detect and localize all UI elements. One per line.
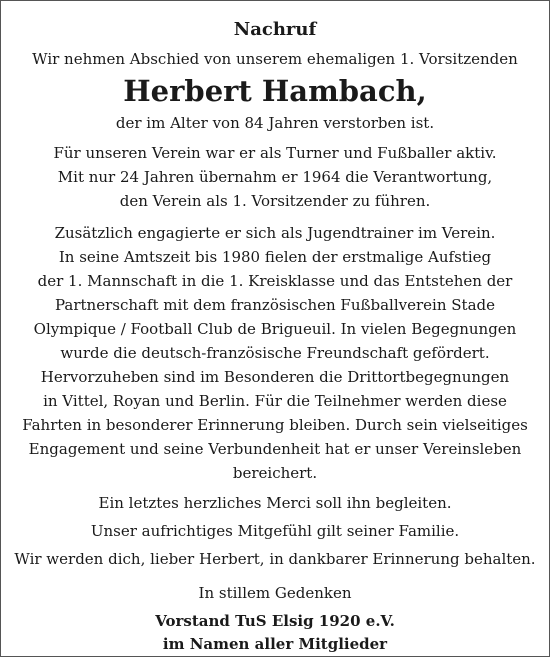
intro-line: Wir nehmen Abschied von unserem ehemaligen 1. Vorsitzenden [32,50,518,68]
signature-line: im Namen aller Mitglieder [162,635,388,653]
text-line: in Vittel, Royan und Berlin. Für die Teilnehmer werden diese [43,392,507,410]
text-line: wurde die deutsch-französische Freundschaft gefördert. [60,344,490,362]
closing-line: In stillem Gedenken [198,584,352,602]
paragraph-activities [1,141,549,213]
text-line: Partnerschaft mit dem französischen Fußballverein Stade [54,296,495,314]
text-line: Olympique / Football Club de Brigueuil. In vielen Begegnungen [33,320,517,338]
age-line: der im Alter von 84 Jahren verstorben ist. [115,114,435,132]
text-line: der 1. Mannschaft in die 1. Kreisklasse und das Entstehen der [37,272,513,290]
notice-heading: Nachruf [233,19,317,40]
paragraph-achievements [1,221,549,485]
memory-line: Wir werden dich, lieber Herbert, in dankbarer Erinnerung behalten. [14,550,536,568]
text-line: Fahrten in besonderer Erinnerung bleiben. Durch sein vielseitiges [22,416,528,434]
text-line: Engagement und seine Verbundenheit hat er unser Vereinsleben [28,440,522,458]
text-line: Für unseren Verein war er als Turner und Fußballer aktiv. [53,144,497,162]
text-line: Zusätzlich engagierte er sich als Jugendtrainer im Verein. [54,224,496,242]
text-line: Hervorzuheben sind im Besonderen die Drittortbegegnungen [40,368,510,386]
signature-block [1,610,549,656]
sympathy-line: Unser aufrichtiges Mitgefühl gilt seiner Familie. [90,522,460,540]
deceased-name: Herbert Hambach, [123,74,427,108]
text-line: Mit nur 24 Jahren übernahm er 1964 die Verantwortung, [57,168,493,186]
text-line: bereichert. [232,464,318,482]
merci-line: Ein letztes herzliches Merci soll ihn begleiten. [98,494,452,512]
text-line: In seine Amtszeit bis 1980 fielen der erstmalige Aufstieg [58,248,492,266]
text-line: den Verein als 1. Vorsitzender zu führen. [119,192,431,210]
signature-line: Vorstand TuS Elsig 1920 e.V. [155,612,395,630]
